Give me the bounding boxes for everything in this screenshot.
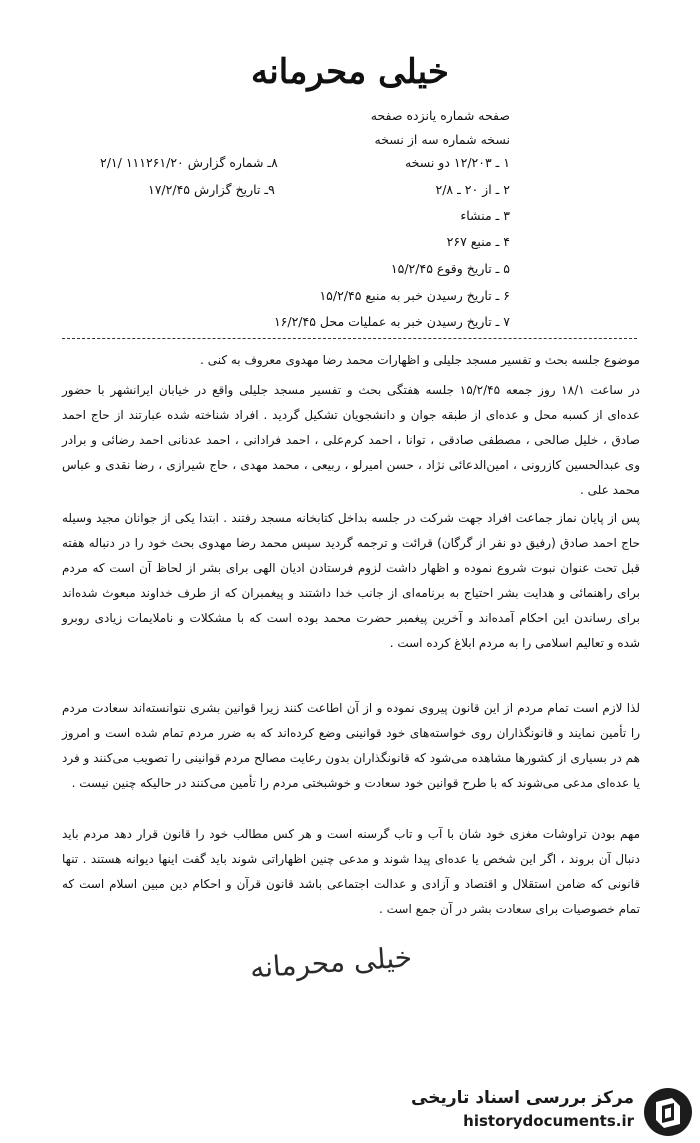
subject-paragraph: موضوع جلسه بحث و تفسیر مسجد جلیلی و اظهارات محمد رضا مهدوی معروف به کنی . <box>200 353 640 367</box>
archive-logo-icon <box>642 1086 694 1138</box>
meta-line-6: ۶ ـ تاریخ رسیدن خبر به منبع ۱۵/۲/۴۵ <box>319 288 510 303</box>
meta-line-3: ۳ ـ منشاء <box>460 208 510 223</box>
classification-heading: خیلی محرمانه <box>251 52 449 92</box>
meta-line-5: ۵ ـ تاریخ وقوع ۱۵/۲/۴۵ <box>390 261 510 276</box>
copy-number-line: نسخه شماره سه از نسخه <box>374 132 510 147</box>
site-watermark <box>408 1082 694 1140</box>
report-date: ۹ـ تاریخ گزارش ۱۷/۲/۴۵ <box>148 182 275 197</box>
law-paragraph: لذا لازم است تمام مردم از این قانون پیروی نموده و از آن اطاعت کنند زیرا قوانین بشری نتوانسته‌اند سعادت مردم را تأمین نمایند و قانونگذاران روی خواسته‌های خود قوانینی وضع کرده‌اند که به ضرر مردم تمام شده است و امروز هم در بسیاری از کشورها مشاهده می‌شود که قانونگذاران بدون رعایت مصالح مردم قوانینی را تصویب می‌کنند و فرد یا عده‌ای مدعی می‌شوند که با طرح قوانین خود سعادت و خوشبختی مردم را تأمین می‌کنند در حالیکه چنین نیست . <box>62 701 640 790</box>
separator-rule <box>62 338 637 339</box>
meta-line-4: ۴ ـ منبع ۲۶۷ <box>446 234 510 249</box>
archive-name: مرکز بررسی اسناد تاریخی <box>411 1088 634 1108</box>
meta-line-7: ۷ ـ تاریخ رسیدن خبر به عملیات محل ۱۶/۲/۴۵ <box>273 314 510 329</box>
meta-line-1: ۱ ـ ۱۲/۲۰۳ دو نسخه <box>404 155 510 170</box>
attendees-paragraph: در ساعت ۱۸/۱ روز جمعه ۱۵/۲/۴۵ جلسه هفتگی بحث و تفسیر مسجد جلیلی واقع در خیابان ایرانشهر با حضور عده‌ای از کسبه محل و عده‌ای از طبقه جوان و دانشجویان تشکیل گردید . افراد شناخته شده عبارتند از حاج احمد صادق ، خلیل صالحی ، مصطفی صادقی ، توانا ، احمد کرم‌علی ، احمد فرادانی ، احمد عدنانی احمد رضائی و برادر وی عبدالحسین کازرونی ، امین‌الدعائی نژاد ، حسن امیرلو ، ربیعی ، محمد مهدی ، حاج شیرازی ، رضا نقدی و عباس محمد علی . <box>62 383 640 497</box>
page-number-line: صفحه شماره یانزده صفحه <box>370 108 510 123</box>
sermon-paragraph: پس از پایان نماز جماعت افراد جهت شرکت در جلسه بداخل کتابخانه مسجد رفتند . ابتدا یکی از جوانان مجید وسیله حاج احمد صادق (رفیق دو نفر از گرگان) قرائت و ترجمه گردید سپس محمد رضا مهدوی بحث خود را در دنباله هفته قبل تحت عنوان نبوت شروع نموده و اظهار داشت لزوم فرستادن ادیان الهی برای بشر از لحاظ آن است که مردم برای راهنمائی و هدایت بشر احتیاج به برنامه‌ای از جانب خدا داشتند و پیغمبران که از طرف خداوند مبعوث شده‌اند برای رساندن این احکام آمده‌اند و آخرین پیغمبر حضرت محمد بوده است که با مشکلات و ناملایمات زیادی روبرو شده و تعالیم اسلامی را به مردم ابلاغ کرده است . <box>62 511 640 650</box>
classification-stamp: خیلی محرمانه <box>248 940 414 985</box>
meta-line-2: ۲ ـ از ۲۰ ـ ۲/۸ <box>435 182 510 197</box>
conclusion-paragraph: مهم بودن تراوشات مغزی خود شان با آب و تاب گرسنه است و هر کس مطالب خود را قانون قرار دهد مردم باید دنبال آن بروند ، اگر این شخص یا عده‌ای پیدا شوند و مدعی چنین اظهاراتی شوند باید گفت اینها دیوانه هستند . تنها قانونی که ضامن استقلال و اقتصاد و آزادی و عدالت اجتماعی باشد قانون قرآن و احکام دین مبین اسلام است که تمام خصوصیات برای سعادت بشر در آن جمع است . <box>62 827 640 916</box>
report-number: ۸ـ شماره گزارش ۱۱۱۲۶۱/۲۰ /۲/۱ <box>100 155 278 170</box>
archive-url[interactable]: historydocuments.ir <box>463 1112 634 1130</box>
